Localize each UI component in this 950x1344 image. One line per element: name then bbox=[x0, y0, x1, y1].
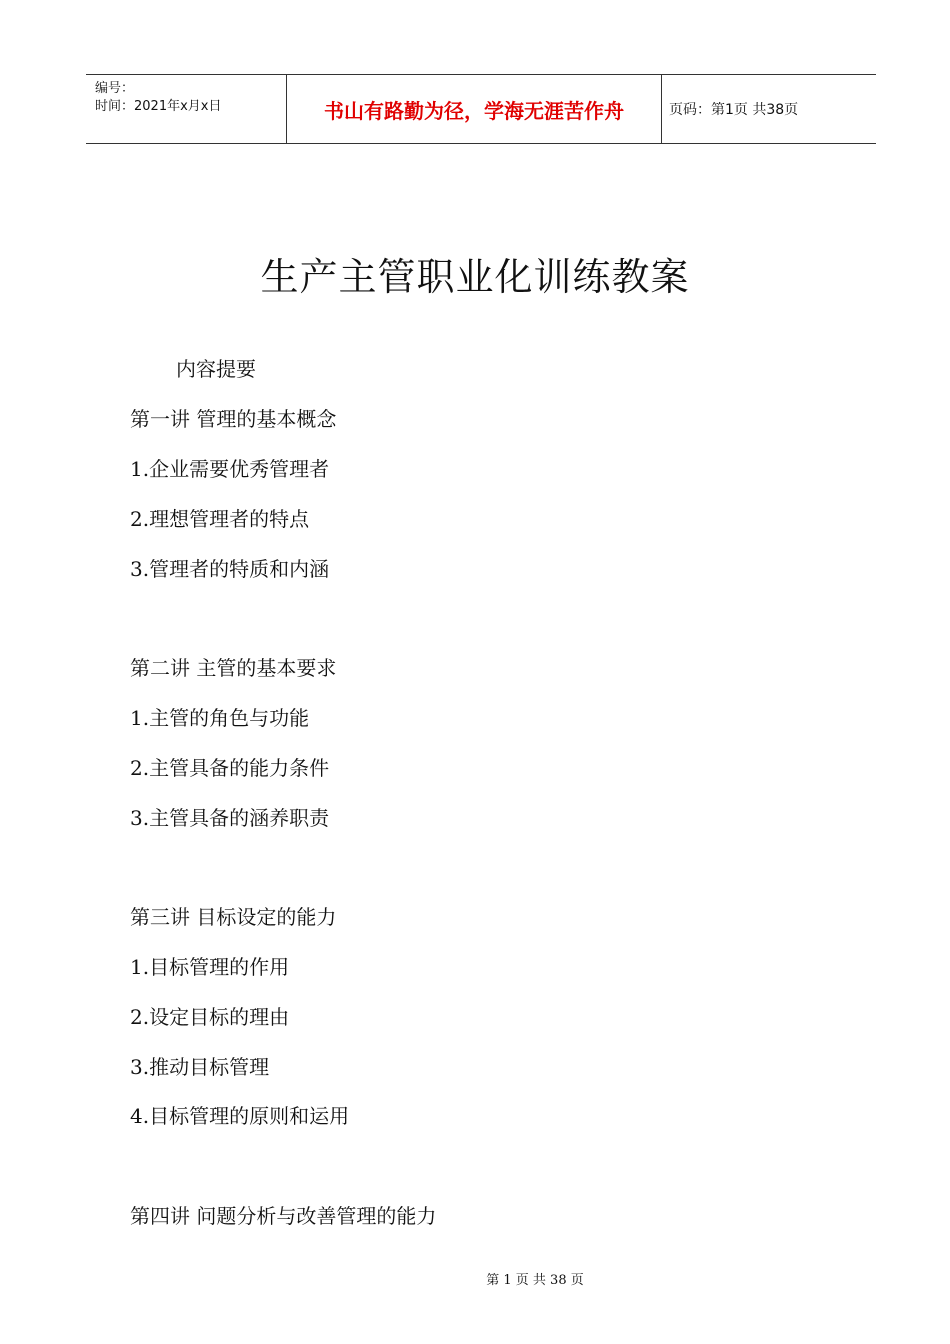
toc-line: 3.管理者的特质和内涵 bbox=[130, 557, 330, 581]
number-label: 编号： bbox=[95, 81, 135, 96]
motto: 书山有路勤为径，学海无涯苦作舟 bbox=[286, 75, 662, 143]
toc-line: 2.设定目标的理由 bbox=[130, 1005, 290, 1029]
toc-heading: 内容提要 bbox=[176, 357, 256, 381]
toc-line: 1.目标管理的作用 bbox=[130, 955, 290, 979]
toc-line: 4.目标管理的原则和运用 bbox=[130, 1104, 350, 1128]
document-title: 生产主管职业化训练教案 bbox=[260, 255, 690, 299]
page-info: 页码：第1页 共38页 bbox=[669, 102, 799, 118]
toc-line: 3.主管具备的涵养职责 bbox=[130, 806, 330, 830]
toc-line: 2.理想管理者的特点 bbox=[130, 507, 310, 531]
toc-line: 第四讲 问题分析与改善管理的能力 bbox=[130, 1204, 437, 1228]
toc-line: 1.企业需要优秀管理者 bbox=[130, 457, 330, 481]
toc-line: 2.主管具备的能力条件 bbox=[130, 756, 330, 780]
toc-line: 3.推动目标管理 bbox=[130, 1055, 270, 1079]
page-footer: 第 1 页 共 38 页 bbox=[486, 1273, 584, 1288]
toc-line: 第一讲 管理的基本概念 bbox=[130, 407, 337, 431]
toc-line: 第二讲 主管的基本要求 bbox=[130, 656, 337, 680]
toc-line: 1.主管的角色与功能 bbox=[130, 706, 310, 730]
toc-line: 第三讲 目标设定的能力 bbox=[130, 905, 337, 929]
time-label: 时间：2021年x月x日 bbox=[95, 99, 222, 114]
